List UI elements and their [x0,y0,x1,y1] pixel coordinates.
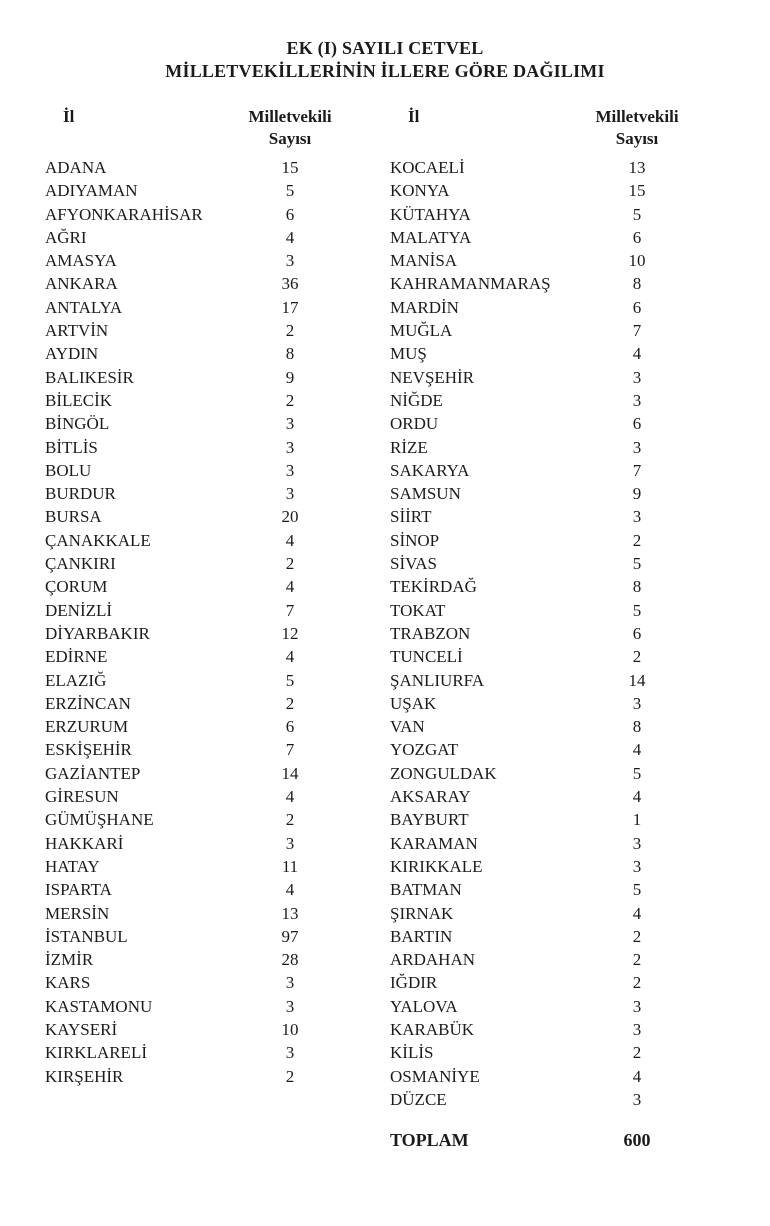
province-name: KÜTAHYA [390,204,471,224]
mp-count: 4 [632,903,642,923]
province-name: HATAY [45,856,100,876]
title-line-2: MİLLETVEKİLLERİNİN İLLERE GÖRE DAĞILIMI [165,61,605,81]
mp-count: 6 [632,227,642,247]
mp-count: 97 [281,926,299,946]
province-name: MUĞLA [390,321,453,341]
mp-count: 28 [281,950,299,970]
mp-count: 4 [632,787,642,807]
province-name: OSMANİYE [390,1066,480,1086]
table-row [45,203,335,226]
province-name: ÇANKIRI [45,554,116,574]
table-row [45,808,335,831]
mp-count: 5 [285,181,295,201]
mp-count: 3 [632,833,642,853]
table-row [45,692,335,715]
table-row [390,319,682,342]
table-row [45,622,335,645]
province-name: KİLİS [390,1043,434,1063]
mp-count: 8 [632,274,642,294]
province-name: NEVŞEHİR [390,367,475,387]
province-name: ERZURUM [45,717,129,737]
mp-count: 3 [632,1019,642,1039]
province-name: IĞDIR [390,973,438,993]
mp-count: 7 [632,460,642,480]
province-name: VAN [390,717,425,737]
province-name: KIRKLARELİ [45,1043,147,1063]
table-row [45,226,335,249]
province-name: AYDIN [45,344,99,364]
mp-count: 5 [632,554,642,574]
table-header-right [390,106,682,150]
table-row [390,645,682,668]
table-row [390,878,682,901]
mp-count: 3 [285,484,295,504]
table-row [45,785,335,808]
table-row [390,832,682,855]
table-row [390,203,682,226]
province-name: BATMAN [390,880,462,900]
table-row [45,296,335,319]
table-row [390,389,682,412]
table-row [45,552,335,575]
mp-count: 8 [632,577,642,597]
mp-count: 2 [632,530,642,550]
province-name: MALATYA [390,227,472,247]
table-row [390,1088,682,1111]
province-name: İZMİR [45,950,94,970]
table-row [390,552,682,575]
header-sayisi: Sayısı [615,129,659,148]
mp-count: 6 [285,204,295,224]
mp-count: 6 [632,623,642,643]
table-row [390,785,682,808]
table-row [390,669,682,692]
mp-count: 8 [285,344,295,364]
mp-count: 15 [281,158,299,177]
mp-count: 4 [632,740,642,760]
table-row [390,1065,682,1088]
province-name: NİĞDE [390,390,443,410]
table-row [45,529,335,552]
table-row [45,971,335,994]
table-row [45,1041,335,1064]
mp-count: 5 [285,670,295,690]
province-name: MANİSA [390,251,458,271]
table-row [390,948,682,971]
province-name: TEKİRDAĞ [390,577,477,597]
province-name: TRABZON [390,623,471,643]
mp-count: 3 [285,414,295,434]
province-name: DİYARBAKIR [45,623,150,643]
province-name: AKSARAY [390,787,471,807]
province-name: SAMSUN [390,484,461,504]
province-name: KARS [45,973,91,993]
mp-count: 8 [632,717,642,737]
province-name: GİRESUN [45,787,119,807]
table-row [45,715,335,738]
province-name: SİVAS [390,554,437,574]
table-row [390,459,682,482]
province-name: EDİRNE [45,647,108,667]
mp-count: 4 [285,787,295,807]
mp-count: 11 [281,856,299,876]
mp-count: 7 [285,740,295,760]
mp-count: 2 [285,693,295,713]
mp-count: 5 [632,763,642,783]
table-row [45,995,335,1018]
province-name: ERZİNCAN [45,693,131,713]
province-name: ANKARA [45,274,118,294]
table-row [390,156,682,179]
mp-count: 9 [285,367,295,387]
province-name: ARTVİN [45,321,109,341]
table-row [45,366,335,389]
mp-count: 2 [632,926,642,946]
table-row [390,738,682,761]
table-row [45,156,335,179]
table-row [390,855,682,878]
province-name: TUNCELİ [390,647,463,667]
province-name: TOKAT [390,600,446,620]
province-table-left [45,106,335,1088]
province-name: ANTALYA [45,297,123,317]
mp-count: 3 [285,1043,295,1063]
table-row [390,902,682,925]
province-name: SİNOP [390,530,440,550]
total-value: 600 [623,1130,651,1150]
province-name: YALOVA [390,996,458,1016]
province-name: KAHRAMANMARAŞ [390,274,551,294]
province-name: KIRŞEHİR [45,1066,124,1086]
province-name: KARABÜK [390,1019,475,1039]
table-row [45,482,335,505]
mp-count: 36 [281,274,299,294]
mp-count: 2 [632,647,642,667]
column-header-sayi [592,106,682,150]
table-row [390,226,682,249]
table-row [390,599,682,622]
mp-count: 2 [285,810,295,830]
province-name: ARDAHAN [390,950,475,970]
table-row [45,412,335,435]
province-name: KIRIKKALE [390,856,483,876]
mp-count: 14 [628,670,646,690]
province-name: BARTIN [390,926,453,946]
table-row [390,715,682,738]
province-name: ADANA [45,158,107,177]
mp-count: 3 [285,996,295,1016]
mp-count: 4 [285,647,295,667]
province-name: ÇANAKKALE [45,530,151,550]
mp-count: 3 [632,856,642,876]
province-name: MERSİN [45,903,110,923]
table-row [390,412,682,435]
table-row [45,319,335,342]
column-header-il: İl [63,107,75,126]
province-name: MUŞ [390,344,427,364]
table-row [45,948,335,971]
table-row [45,669,335,692]
table-row [390,505,682,528]
mp-count: 3 [632,437,642,457]
table-row [45,925,335,948]
mp-count: 4 [632,344,642,364]
mp-count: 3 [632,996,642,1016]
province-name: İSTANBUL [45,926,128,946]
province-name: RİZE [390,437,428,457]
province-name: GAZİANTEP [45,763,141,783]
table-row [390,808,682,831]
province-name: YOZGAT [390,740,458,760]
table-row [390,995,682,1018]
table-row [45,459,335,482]
province-name: BALIKESİR [45,367,134,387]
table-row [390,925,682,948]
table-row [390,436,682,459]
mp-count: 3 [632,693,642,713]
mp-count: 3 [632,507,642,527]
table-row [390,296,682,319]
province-name: GÜMÜŞHANE [45,810,154,830]
mp-count: 4 [285,530,295,550]
mp-count: 5 [632,880,642,900]
mp-count: 2 [632,1043,642,1063]
province-name: BURDUR [45,484,116,504]
table-row [390,249,682,272]
table-row [390,971,682,994]
table-row [390,272,682,295]
mp-count: 9 [632,484,642,504]
header-milletvekili: Milletvekili [595,107,679,126]
province-name: BURSA [45,507,102,527]
province-name: KONYA [390,181,450,201]
province-name: KASTAMONU [45,996,153,1016]
mp-count: 3 [285,437,295,457]
mp-count: 2 [632,950,642,970]
table-row [45,505,335,528]
table-row [390,575,682,598]
mp-count: 2 [632,973,642,993]
table-row [390,1018,682,1041]
province-name: ZONGULDAK [390,763,497,783]
table-row [45,878,335,901]
province-name: AFYONKARAHİSAR [45,204,203,224]
table-row [45,272,335,295]
province-name: SAKARYA [390,460,470,480]
province-name: MARDİN [390,297,459,317]
province-name: DÜZCE [390,1089,447,1109]
table-row [390,529,682,552]
mp-count: 5 [632,600,642,620]
table-row [390,762,682,785]
total-label: TOPLAM [390,1130,469,1150]
mp-count: 2 [285,554,295,574]
province-name: DENİZLİ [45,600,113,620]
mp-count: 2 [285,390,295,410]
province-name: HAKKARİ [45,833,124,853]
header-milletvekili: Milletvekili [248,107,332,126]
province-name: AĞRI [45,227,87,247]
province-name: ISPARTA [45,880,112,900]
mp-count: 10 [628,251,646,271]
mp-count: 3 [285,460,295,480]
province-name: ŞIRNAK [390,903,454,923]
table-row [45,599,335,622]
province-name: BOLU [45,460,92,480]
table-row [45,832,335,855]
mp-count: 13 [281,903,299,923]
province-name: ÇORUM [45,577,108,597]
mp-count: 13 [628,158,646,177]
table-row [390,482,682,505]
mp-count: 5 [632,204,642,224]
title-line-1: EK (I) SAYILI CETVEL [286,38,484,58]
table-row [45,436,335,459]
column-header-il: İl [408,107,420,126]
mp-count: 3 [632,367,642,387]
mp-count: 2 [285,321,295,341]
province-name: KAYSERİ [45,1019,118,1039]
table-row [45,249,335,272]
mp-count: 4 [285,227,295,247]
table-row [45,1018,335,1041]
table-row [390,366,682,389]
province-name: KARAMAN [390,833,478,853]
mp-count: 4 [285,577,295,597]
province-name: BİNGÖL [45,414,110,434]
table-row [390,622,682,645]
province-name: UŞAK [390,693,437,713]
total-row [390,1128,682,1152]
mp-count: 12 [281,623,299,643]
province-name: ADIYAMAN [45,181,138,201]
table-row [45,762,335,785]
table-row [390,692,682,715]
province-name: ORDU [390,414,439,434]
province-name: BAYBURT [390,810,469,830]
mp-count: 7 [285,600,295,620]
table-row [45,738,335,761]
mp-count: 1 [632,810,642,830]
mp-count: 6 [285,717,295,737]
province-name: SİİRT [390,507,432,527]
table-row [390,179,682,202]
table-row [45,902,335,925]
mp-count: 20 [281,507,299,527]
province-name: KOCAELİ [390,158,465,177]
table-rows-right [390,156,682,1111]
province-name: AMASYA [45,251,117,271]
table-rows-left [45,156,335,1088]
document-title [0,37,770,83]
table-row [45,342,335,365]
province-name: ELAZIĞ [45,670,107,690]
mp-count: 3 [285,833,295,853]
table-row [45,855,335,878]
province-table-right [390,106,682,1111]
mp-count: 7 [632,321,642,341]
mp-count: 6 [632,414,642,434]
mp-count: 3 [285,251,295,271]
table-header-left [45,106,335,150]
province-name: BİTLİS [45,437,98,457]
province-name: ŞANLIURFA [390,670,485,690]
table-row [45,1065,335,1088]
province-name: ESKİŞEHİR [45,740,132,760]
table-row [390,1041,682,1064]
mp-count: 4 [632,1066,642,1086]
mp-count: 2 [285,1066,295,1086]
column-header-sayi [245,106,335,150]
table-row [45,645,335,668]
mp-count: 15 [628,181,646,201]
table-row [45,179,335,202]
mp-count: 4 [285,880,295,900]
mp-count: 17 [281,297,299,317]
mp-count: 3 [285,973,295,993]
table-row [390,342,682,365]
mp-count: 10 [281,1019,299,1039]
table-row [45,575,335,598]
mp-count: 3 [632,1089,642,1109]
mp-count: 3 [632,390,642,410]
mp-count: 6 [632,297,642,317]
header-sayisi: Sayısı [268,129,312,148]
mp-count: 14 [281,763,299,783]
table-row [45,389,335,412]
province-name: BİLECİK [45,390,113,410]
